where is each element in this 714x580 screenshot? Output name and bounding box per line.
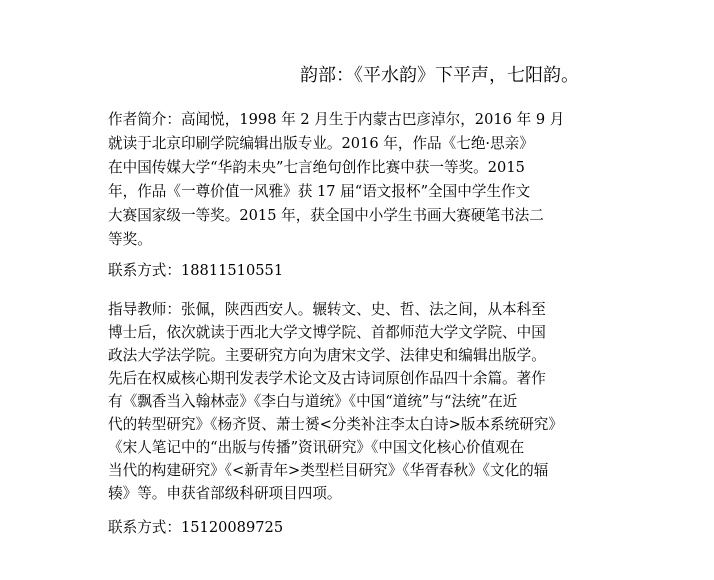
author-bio-line: 就读于北京印刷学院编辑出版专业。2016 年，作品《七绝·思亲》 [108,135,534,152]
author-bio-line: 等奖。 [108,231,152,248]
teacher-bio [108,298,618,505]
author-bio-line: 年，作品《一尊价值一风雅》获 17 届“语文报杯”全国中学生作文 [108,183,531,200]
teacher-bio-line: 博士后，依次就读于西北大学文博学院、首都师范大学文学院、中国 [108,324,546,341]
teacher-contact [108,516,618,540]
teacher-bio-line: 当代的构建研究》《<新青年>类型栏目研究》《华胥春秋》《文化的辐 [108,462,549,479]
teacher-bio-line: 辏》等。申获省部级科研项目四项。 [108,485,342,502]
teacher-contact-line: 联系方式：15120089725 [108,519,284,536]
author-contact-line: 联系方式：18811510551 [108,262,284,279]
teacher-bio-line: 《宋人笔记中的“出版与传播”资讯研究》《中国文化核心价值观在 [108,439,525,456]
teacher-bio-line: 有《飘香当入翰林壶》《李白与道统》《中国“道统”与“法统”在近 [108,393,518,410]
author-contact [108,259,618,283]
author-bio [108,108,618,252]
rhyme-note: 韵部：《平水韵》下平声，七阳韵。 [300,65,579,86]
teacher-bio-line: 先后在权威核心期刊发表学术论文及古诗词原创作品四十余篇。著作 [108,370,546,387]
author-bio-line: 作者简介：高闻悦，1998 年 2 月生于内蒙古巴彦淖尔，2016 年 9 月 [108,111,565,128]
author-bio-line: 大赛国家级一等奖。2015 年，获全国中小学生书画大赛硬笔书法二 [108,207,544,224]
teacher-bio-line: 代的转型研究》《杨齐贤、萧士赟<分类补注李太白诗>版本系统研究》 [108,416,563,433]
teacher-bio-line: 指导教师：张佩，陕西西安人。辗转文、史、哲、法之间，从本科至 [108,301,546,318]
author-bio-line: 在中国传媒大学“华韵未央”七言绝句创作比赛中获一等奖。2015 [108,159,525,176]
teacher-bio-line: 政法大学法学院。主要研究方向为唐宋文学、法律史和编辑出版学。 [108,347,546,364]
